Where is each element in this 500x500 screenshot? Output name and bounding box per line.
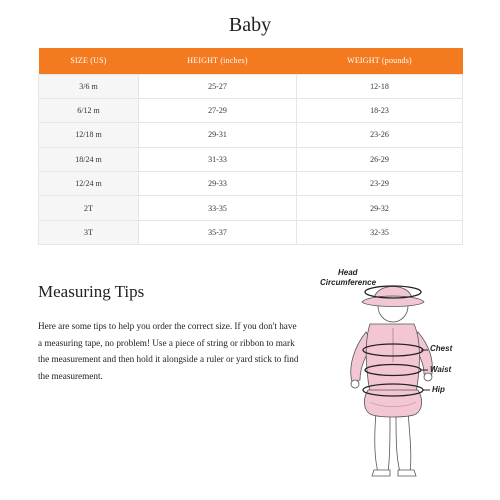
cell-height: 27-29 [139, 98, 297, 122]
table-row [39, 98, 463, 122]
table-row [39, 123, 463, 147]
table-row [39, 196, 463, 220]
header-height: HEIGHT (inches) [139, 48, 297, 74]
cell-size: 12/18 m [39, 123, 139, 147]
cell-height: 33-35 [139, 196, 297, 220]
cell-height: 35-37 [139, 220, 297, 244]
label-hip: Hip [432, 385, 445, 394]
label-circumference: Circumference [320, 278, 377, 287]
cell-weight: 29-32 [297, 196, 463, 220]
cell-size: 6/12 m [39, 98, 139, 122]
cell-size: 12/24 m [39, 172, 139, 196]
label-waist: Waist [430, 365, 452, 374]
measurement-figure [318, 262, 468, 482]
measuring-tips-heading: Measuring Tips [38, 282, 145, 301]
cell-size: 18/24 m [39, 147, 139, 171]
cell-size: 3T [39, 220, 139, 244]
label-head: Head [338, 268, 358, 277]
measuring-tips-text: Here are some tips to help you order the correct size. If you don't have a measuring tape, no problem! Use a piece of string or ribbon to mark the measurement and then hold it alongside a ruler or yard stick to find the measurement. [38, 321, 299, 381]
label-chest: Chest [430, 344, 453, 353]
cell-height: 29-31 [139, 123, 297, 147]
page-title: Baby [228, 14, 272, 36]
table-row [39, 147, 463, 171]
cell-height: 29-33 [139, 172, 297, 196]
cell-weight: 32-35 [297, 220, 463, 244]
cell-weight: 12-18 [297, 74, 463, 98]
table-row [39, 172, 463, 196]
cell-weight: 23-26 [297, 123, 463, 147]
cell-weight: 23-29 [297, 172, 463, 196]
size-chart-table [38, 48, 463, 245]
header-weight: WEIGHT (pounds) [297, 48, 463, 74]
cell-size: 3/6 m [39, 74, 139, 98]
table-row [39, 74, 463, 98]
table-header-row [39, 48, 463, 74]
cell-size: 2T [39, 196, 139, 220]
cell-weight: 18-23 [297, 98, 463, 122]
cell-height: 25-27 [139, 74, 297, 98]
table-row [39, 220, 463, 244]
cell-weight: 26-29 [297, 147, 463, 171]
header-size: SIZE (US) [39, 48, 139, 74]
cell-height: 31-33 [139, 147, 297, 171]
